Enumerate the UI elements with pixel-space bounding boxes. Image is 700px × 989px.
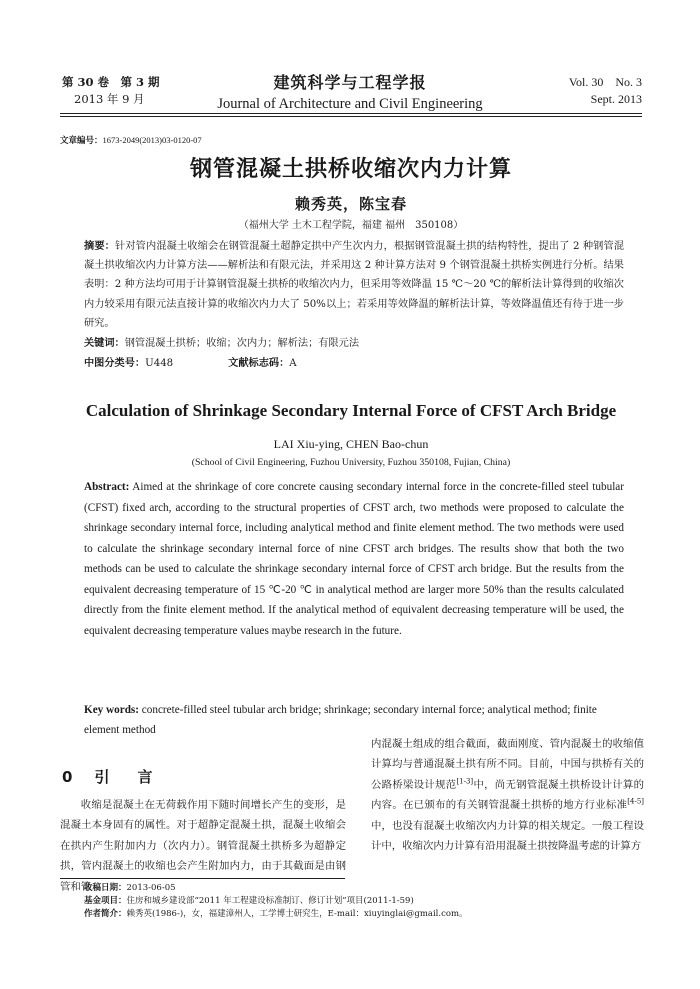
abstract-cn-label: 摘要： bbox=[84, 241, 115, 252]
footnote-received bbox=[84, 882, 644, 895]
header-volume-cn bbox=[62, 74, 160, 108]
keywords-cn bbox=[84, 334, 624, 353]
abstract-en bbox=[84, 477, 624, 641]
body-column-right bbox=[371, 734, 644, 856]
body-paragraph-right bbox=[371, 734, 644, 856]
doc-code-label: 文献标志码： bbox=[228, 358, 290, 369]
keywords-cn-text: 钢管混凝土拱桥；收缩；次内力；解析法；有限元法 bbox=[124, 338, 360, 349]
abstract-cn-text: 针对管内混凝土收缩会在钢管混凝土超静定拱中产生次内力，根据钢管混凝土拱的结构特性，提出了 2 种钢管混凝土拱收缩次内力计算方法——解析法和有限元法，并采用这 2 种计算方法对 9 个钢管混凝土拱桥实例进行分析。结果表明：2 种方法均可用于计算钢管混凝土拱桥的收缩次内力，但采用等效降温 15 ℃～20 ℃的解析法计算得到的收缩次内力较采用有限元法直接计算的收缩次内力大了 50%以上；若采用等效降温的解析法计算，等效降温值还有待于进一步研究。 bbox=[84, 241, 625, 329]
body-paragraph-left: 收缩是混凝土在无荷载作用下随时间增长产生的变形，是混凝土本身固有的属性。对于超静定混凝土拱，混凝土收缩会在拱内产生附加内力（次内力）。钢管混凝土拱桥多为超静定拱，管内混凝土的收缩也会产生附加内力，由于其截面是由钢管和管 bbox=[60, 799, 346, 893]
bio-value: 赖秀英(1986-)，女，福建漳州人，工学博士研究生，E-mail：xiuyinglai@gmail.com。 bbox=[126, 909, 468, 919]
journal-header bbox=[180, 70, 520, 113]
section-heading-introduction bbox=[62, 766, 152, 787]
authors-cn: 赖秀英，陈宝春 bbox=[294, 195, 407, 213]
header-rule-thick bbox=[60, 113, 642, 114]
authors-en: LAI Xiu-ying, CHEN Bao-chun bbox=[273, 437, 429, 451]
clc-value: U448 bbox=[145, 358, 174, 369]
volume-issue-cn: 第 30 卷 第 3 期 bbox=[62, 75, 160, 89]
footnote-rule bbox=[60, 878, 345, 879]
footnotes bbox=[84, 882, 644, 921]
section-title-char-1: 引 bbox=[94, 768, 110, 786]
article-number-value: 1673-2049(2013)03-0120-07 bbox=[102, 135, 202, 145]
abstract-en-label: Abstract: bbox=[84, 481, 130, 493]
article-number-label: 文章编号： bbox=[60, 136, 103, 146]
paper-title-cn: 钢管混凝土拱桥收缩次内力计算 bbox=[189, 157, 512, 182]
reference-citation-4-5[interactable]: [4-5] bbox=[627, 797, 644, 806]
journal-name-en: Journal of Architecture and Civil Engineering bbox=[217, 96, 483, 112]
keywords-cn-label: 关键词： bbox=[84, 338, 125, 349]
received-value: 2013-06-05 bbox=[126, 883, 176, 893]
footnote-fund bbox=[84, 895, 644, 908]
fund-label: 基金项目： bbox=[84, 896, 127, 906]
footnote-author-bio bbox=[84, 908, 644, 921]
clc-label: 中图分类号： bbox=[84, 358, 146, 369]
section-number: 0 bbox=[62, 768, 73, 786]
publication-date-en: Sept. 2013 bbox=[590, 92, 642, 106]
affiliation-cn: （福州大学 土木工程学院，福建 福州 350108） bbox=[238, 220, 464, 231]
bio-label: 作者简介： bbox=[84, 909, 127, 919]
abstract-en-text: Aimed at the shrinkage of core concrete causing secondary internal force in the concrete-filled steel tubular (CFST) fixed arch, according to the structural properties of CFST arch, two methods were proposed to calculate the shrinkage secondary internal force, including analytical method and finite element method. The two methods were used to calculate the shrinkage secondary internal force of nine CFST arch bridges. The results show that both the two methods can be used to calculate the shrinkage secondary internal force of CFST arch bridge. But the results from the equivalent decreasing temperature of 15 ℃-20 ℃ in analytical method are larger more 50% than the results calculated directly from the finite element method. If the analytical method of equivalent decreasing temperature will be used, the equivalent decreasing temperature values maybe research in the future. bbox=[84, 481, 624, 637]
doc-code-value: A bbox=[289, 358, 297, 369]
affiliation-en: (School of Civil Engineering, Fuzhou University, Fuzhou 350108, Fujian, China) bbox=[191, 457, 511, 468]
received-label: 收稿日期： bbox=[84, 883, 127, 893]
volume-issue-en: Vol. 30 No. 3 bbox=[568, 75, 642, 89]
reference-citation-1-3[interactable]: [1-3] bbox=[456, 777, 474, 786]
classification-codes bbox=[84, 354, 297, 369]
keywords-en-label: Key words: bbox=[84, 704, 139, 716]
header-volume-en bbox=[569, 74, 642, 108]
publication-date-cn: 2013 年 9 月 bbox=[74, 92, 145, 106]
article-number bbox=[60, 134, 202, 146]
abstract-cn bbox=[84, 237, 624, 333]
keywords-en-text: concrete-filled steel tubular arch bridge; shrinkage; secondary internal force; analytical method; finite element method bbox=[84, 704, 597, 736]
journal-name-cn: 建筑科学与工程学报 bbox=[273, 73, 427, 92]
fund-value: 住房和城乡建设部“2011 年工程建设标准制订、修订计划”项目(2011-1-59) bbox=[126, 896, 414, 906]
paper-title-en: Calculation of Shrinkage Secondary Internal Force of CFST Arch Bridge bbox=[85, 401, 617, 420]
body-text-b: 中，尚无钢管混凝土拱桥设计计算的内容。在已颁布的有关钢管混凝土拱桥的地方行业标准 bbox=[371, 778, 644, 812]
body-text-c: 中，也没有混凝土收缩次内力计算的相关规定。一般工程设计中，收缩次内力计算有沿用混凝土拱按降温考虑的计算方 bbox=[371, 819, 644, 853]
section-title-char-2: 言 bbox=[137, 768, 153, 786]
header-rule-thin bbox=[60, 116, 642, 117]
body-text-a: 内混凝土组成的组合截面，截面刚度、管内混凝土的收缩值计算均与普通混凝土拱有所不同。目前，中国与拱桥有关的公路桥梁设计规范 bbox=[371, 738, 644, 791]
